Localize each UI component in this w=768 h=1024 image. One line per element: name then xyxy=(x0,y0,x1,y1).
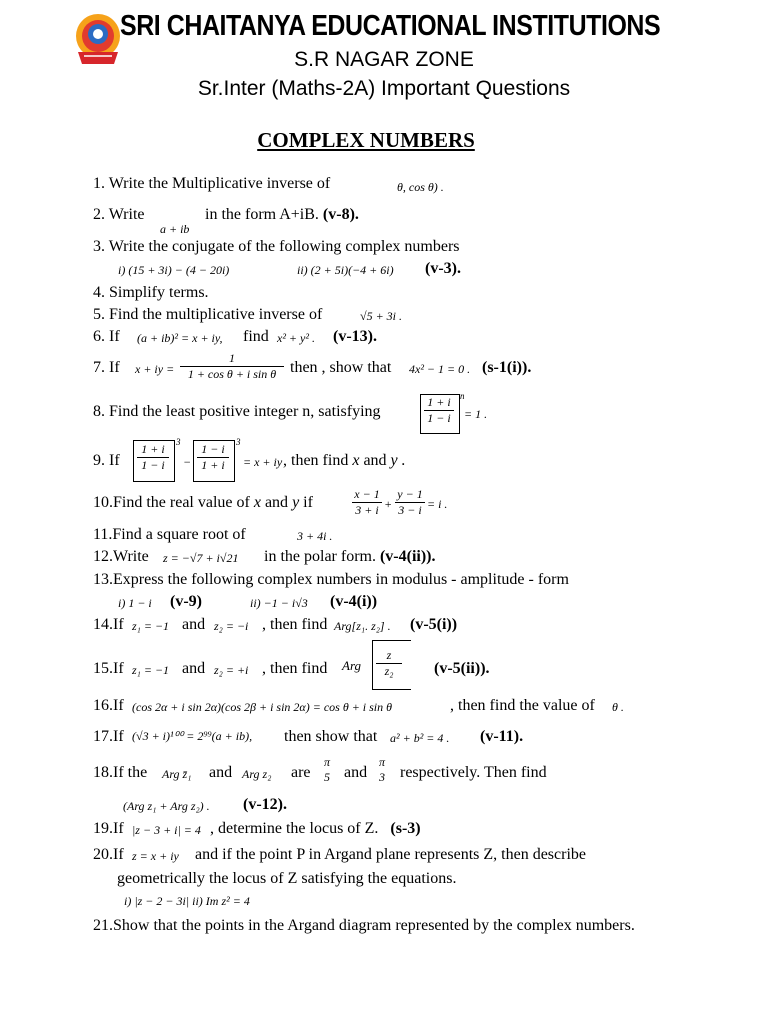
question-14-and: and xyxy=(182,616,206,633)
question-10: 10.Find the real value of x and y if xyxy=(93,494,313,511)
question-18-fraction-2: π 3 xyxy=(378,755,385,784)
question-13-ref-ii: (v-4(i)) xyxy=(330,593,378,610)
question-18-post: respectively. Then find xyxy=(400,764,547,781)
question-16-post: , then find the value of xyxy=(450,697,595,714)
question-11-math: 3 + 4i . xyxy=(297,529,333,543)
question-10-fraction-2: $\frac{y - 1}{3 - i}$ xyxy=(395,487,425,518)
question-17-math-2: a² + b² = 4 . xyxy=(390,731,450,745)
question-18: 18.If the xyxy=(93,764,148,781)
question-12: 12.Write xyxy=(93,548,149,565)
question-20: 20.If xyxy=(93,846,124,863)
question-16-theta: θ . xyxy=(612,700,624,714)
question-9: 9. If xyxy=(93,452,120,469)
question-10-fraction-1: $\frac{x - 1}{3 + i}$ xyxy=(352,487,382,518)
question-3-part-ii: ii) (2 + 5i)(−4 + 6i) xyxy=(297,263,394,277)
question-17-ref: (v-11). xyxy=(480,728,524,745)
question-20-line-3: i) |z − 2 − 3i| ii) Im z² = 4 xyxy=(124,894,250,908)
question-7: 7. If xyxy=(93,359,120,376)
question-18-arg-2: Arg z₂ xyxy=(242,767,272,781)
question-15-fraction: $\frac{z}{\text{z₂}}$ xyxy=(376,648,402,679)
question-11: 11.Find a square root of xyxy=(93,526,246,543)
question-19-math: |z − 3 + i| = 4 xyxy=(132,823,201,837)
question-5-math: √5 + 3i . xyxy=(360,309,403,323)
question-7-fraction: $\frac{1}{\text{1 + cos θ + i sin θ}}$ xyxy=(180,351,284,382)
question-12-rest: in the polar form. (v-4(ii)). xyxy=(264,548,436,565)
question-18-are: are xyxy=(291,764,311,781)
question-17-mid: then show that xyxy=(284,728,378,745)
question-16: 16.If xyxy=(93,697,124,714)
question-13-part-i: i) 1 − i xyxy=(118,596,152,610)
question-13-ref-i: (v-9) xyxy=(170,593,202,610)
question-8-rhs: = 1 . xyxy=(464,407,488,421)
zone-name: S.R NAGAR ZONE xyxy=(294,48,474,71)
question-9-fraction-1: $\frac{1 + i}{1 - i}$ xyxy=(137,442,169,473)
question-1: 1. Write the Multiplicative inverse of xyxy=(93,175,331,192)
question-3-part-i: i) (15 + 3i) − (4 − 20i) xyxy=(118,263,230,277)
question-15-post: , then find xyxy=(262,660,328,677)
question-18-ref: (v-12). xyxy=(243,796,287,813)
question-20-line-2: geometrically the locus of Z satisfying the equations. xyxy=(117,870,457,887)
question-7-math: 4x² − 1 = 0 . xyxy=(409,362,471,376)
question-6-math-2: x² + y² . xyxy=(277,331,315,345)
question-19-post: , determine the locus of Z. (s-3) xyxy=(210,820,421,837)
question-15: 15.If xyxy=(93,660,124,677)
question-7-lhs: x + iy = xyxy=(135,362,175,376)
question-15-z1: z₁ = −1 xyxy=(132,663,170,677)
question-9-exp-2: 3 xyxy=(236,437,241,447)
question-7-mid: then , show that xyxy=(290,359,392,376)
question-4: 4. Simplify terms. xyxy=(93,284,209,301)
question-18-line-2: (Arg z₁ + Arg z₂) . xyxy=(123,799,210,813)
question-15-and: and xyxy=(182,660,206,677)
question-9-minus: − xyxy=(183,455,192,469)
question-15-arg: Arg xyxy=(342,658,362,673)
question-14-post: , then find xyxy=(262,616,328,633)
question-18-and: and xyxy=(209,764,233,781)
question-6: 6. If xyxy=(93,328,120,345)
question-9-fraction-2: $\frac{1 - i}{1 + i}$ xyxy=(197,442,229,473)
question-20-math: z = x + iy xyxy=(132,849,179,863)
question-18-fraction-1: π 5 xyxy=(323,755,330,784)
question-10-plus: + xyxy=(384,497,393,511)
question-19: 19.If xyxy=(93,820,124,837)
question-9-rhs: = x + iy xyxy=(243,455,283,469)
question-9-post: , then find x and y . xyxy=(283,452,406,469)
question-6-math-1: (a + ib)² = x + iy, xyxy=(137,331,223,345)
question-14-ref: (v-5(i)) xyxy=(410,616,458,633)
question-21: 21.Show that the points in the Argand diagram represented by the complex numbers. xyxy=(93,917,635,934)
question-9-exp-1: 3 xyxy=(176,437,181,447)
question-5: 5. Find the multiplicative inverse of xyxy=(93,306,323,323)
question-8-fraction: $\frac{1 + i}{1 - i}$ xyxy=(424,395,454,426)
question-17: 17.If xyxy=(93,728,124,745)
org-name: SRI CHAITANYA EDUCATIONAL INSTITUTIONS xyxy=(120,10,661,42)
question-15-z2: z₂ = +i xyxy=(214,663,249,677)
question-14-z1: z₁ = −1 xyxy=(132,619,170,633)
question-6-find: find xyxy=(243,328,269,345)
question-12-math: z = −√7 + i√21 xyxy=(163,551,239,565)
question-10-rhs: = i . xyxy=(427,497,448,511)
question-2: 2. Write xyxy=(93,206,145,223)
question-18-arg-1: Arg z̄₁ xyxy=(162,767,192,781)
question-8-exp: n xyxy=(460,391,465,401)
question-14-arg: Arg[z₁. z₂] . xyxy=(334,619,391,633)
question-13: 13.Express the following complex numbers in modulus - amplitude - form xyxy=(93,571,569,588)
question-18-and-2: and xyxy=(344,764,368,781)
question-7-ref: (s-1(i)). xyxy=(482,359,532,376)
question-2-math: a + ib xyxy=(160,222,190,236)
question-16-math: (cos 2α + i sin 2α)(cos 2β + i sin 2α) = cos θ + i sin θ xyxy=(132,700,393,714)
question-1-math: θ, cos θ) . xyxy=(397,180,444,194)
question-3: 3. Write the conjugate of the following complex numbers xyxy=(93,238,460,255)
question-14: 14.If xyxy=(93,616,124,633)
question-15-ref: (v-5(ii)). xyxy=(434,660,490,677)
question-8: 8. Find the least positive integer n, satisfying xyxy=(93,403,381,420)
question-6-ref: (v-13). xyxy=(333,328,377,345)
question-3-ref: (v-3). xyxy=(425,260,461,277)
question-17-math: (√3 + i)¹⁰⁰ = 2⁹⁹(a + ib), xyxy=(132,729,253,743)
question-2-rest: in the form A+iB. (v-8). xyxy=(205,206,359,223)
question-13-part-ii: ii) −1 − i√3 xyxy=(250,596,308,610)
question-20-post: and if the point P in Argand plane represents Z, then describe xyxy=(195,846,587,863)
doc-subtitle: Sr.Inter (Maths-2A) Important Questions xyxy=(197,77,571,100)
topic-title: COMPLEX NUMBERS xyxy=(257,128,475,152)
question-14-z2: z₂ = −i xyxy=(214,619,249,633)
